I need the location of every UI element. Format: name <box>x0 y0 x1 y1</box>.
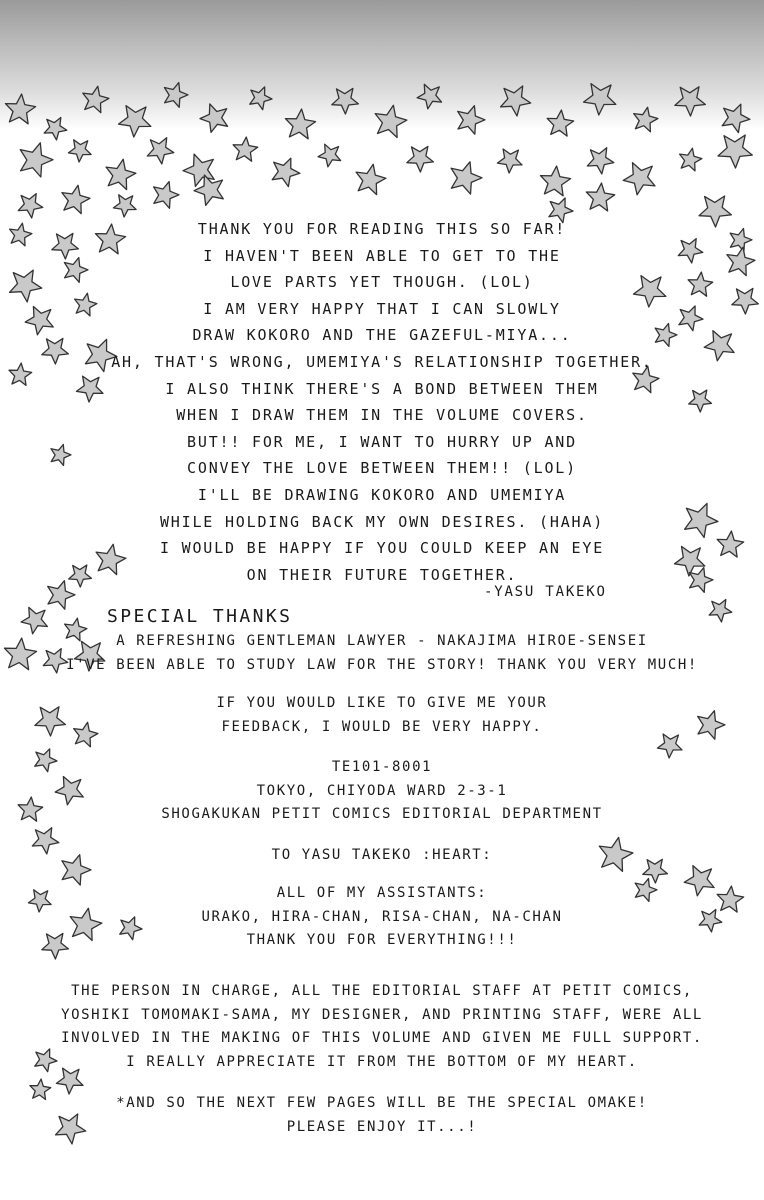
letter-line: LOVE PARTS YET THOUGH. (LOL) <box>230 273 534 292</box>
letter-line: THANK YOU FOR READING THIS SO FAR! <box>197 220 567 238</box>
star-icon <box>540 166 570 196</box>
staff-line: I REALLY APPRECIATE IT FROM THE BOTTOM OF MY HEART. <box>126 1053 638 1070</box>
star-icon <box>106 159 136 189</box>
star-icon <box>623 163 655 195</box>
staff-thanks-block <box>0 980 764 1074</box>
letter-body <box>0 216 764 588</box>
special-thanks-title: SPECIAL THANKS <box>107 606 293 627</box>
assistants-line: THANK YOU FOR EVERYTHING!!! <box>246 932 518 948</box>
star-icon <box>154 182 179 209</box>
closing-line: PLEASE ENJOY IT...! <box>286 1118 478 1135</box>
feedback-line: IF YOU WOULD LIKE TO GIVE ME YOUR <box>216 695 548 711</box>
address-line: TOKYO, CHIYODA WARD 2-3-1 <box>256 782 508 799</box>
star-icon <box>44 118 67 140</box>
star-icon <box>718 135 752 168</box>
address-line: SHOGAKUKAN PETIT COMICS EDITORIAL DEPARTMENT <box>161 806 603 822</box>
star-icon <box>318 144 341 167</box>
star-icon <box>250 87 272 110</box>
letter-line: DRAW KOKORO AND THE GAZEFUL-MIYA... <box>192 326 572 345</box>
star-icon <box>68 140 91 162</box>
star-icon <box>675 87 706 116</box>
star-icon <box>458 106 485 135</box>
star-icon <box>634 107 658 132</box>
letter-line: CONVEY THE LOVE BETWEEN THEM!! (LOL) <box>187 459 577 478</box>
letter-line: ON THEIR FUTURE TOGETHER. <box>246 565 518 584</box>
star-icon <box>584 84 616 115</box>
star-icon <box>547 110 574 136</box>
star-icon <box>200 104 228 132</box>
star-icon <box>375 105 407 137</box>
star-icon <box>501 86 531 116</box>
feedback-block <box>0 692 764 739</box>
signature: -YASU TAKEKO <box>484 584 607 600</box>
staff-line: INVOLVED IN THE MAKING OF THIS VOLUME AND GIVEN ME FULL SUPPORT. <box>61 1030 703 1046</box>
letter-line: WHILE HOLDING BACK MY OWN DESIRES. (HAHA) <box>159 512 605 531</box>
star-icon <box>113 195 136 217</box>
to-line: TO YASU TAKEKO :HEART: <box>271 847 493 863</box>
thanks-line: A REFRESHING GENTLEMAN LAWYER - NAKAJIMA HIROE-SENSEI <box>116 633 648 649</box>
staff-line: THE PERSON IN CHARGE, ALL THE EDITORIAL STAFF AT PETIT COMICS, <box>71 983 693 999</box>
letter-line: AH, THAT'S WRONG, UMEMIYA'S RELATIONSHIP TOGETHER. <box>111 352 653 371</box>
staff-line: YOSHIKI TOMOMAKI-SAMA, MY DESIGNER, AND PRINTING STAFF, WERE ALL <box>61 1006 703 1023</box>
assistants-block <box>0 882 764 953</box>
letter-line: I'LL BE DRAWING KOKORO AND UMEMIYA <box>197 485 567 504</box>
closing-block <box>0 1092 764 1139</box>
star-icon <box>417 84 441 109</box>
star-icon <box>83 86 109 112</box>
assistants-line: URAKO, HIRA-CHAN, RISA-CHAN, NA-CHAN <box>201 908 563 925</box>
star-icon <box>407 146 434 172</box>
star-icon <box>20 143 53 177</box>
closing-line: *AND SO THE NEXT FEW PAGES WILL BE THE SPECIAL OMAKE! <box>116 1095 648 1111</box>
star-icon <box>164 83 188 108</box>
star-icon <box>451 162 482 194</box>
star-icon <box>497 149 522 173</box>
letter-line: I WOULD BE HAPPY IF YOU COULD KEEP AN EYE <box>159 539 605 558</box>
star-icon <box>285 109 315 139</box>
star-icon <box>233 137 258 161</box>
special-thanks-body <box>0 630 764 677</box>
star-icon <box>5 94 35 124</box>
letter-line: BUT!! FOR ME, I WANT TO HURRY UP AND <box>187 432 577 451</box>
star-icon <box>586 183 614 211</box>
star-icon <box>356 164 386 194</box>
mailing-address <box>0 756 764 827</box>
star-icon <box>332 88 359 114</box>
letter-line: WHEN I DRAW THEM IN THE VOLUME COVERS. <box>176 406 588 425</box>
star-icon <box>709 600 732 622</box>
thanks-line: I'VE BEEN ABLE TO STUDY LAW FOR THE STORY! THANK YOU VERY MUCH! <box>66 656 698 673</box>
feedback-line: FEEDBACK, I WOULD BE VERY HAPPY. <box>221 718 543 735</box>
letter-line: I AM VERY HAPPY THAT I CAN SLOWLY <box>203 299 561 318</box>
star-icon <box>119 106 151 137</box>
star-icon <box>680 148 702 171</box>
address-line: TE101-8001 <box>331 759 433 775</box>
assistants-line: ALL OF MY ASSISTANTS: <box>276 885 488 901</box>
star-icon <box>147 138 174 164</box>
star-icon <box>62 185 90 213</box>
star-icon <box>272 158 300 186</box>
recipient-line <box>0 844 764 868</box>
star-icon <box>722 104 750 132</box>
star-icon <box>587 148 614 174</box>
letter-line: I ALSO THINK THERE'S A BOND BETWEEN THEM <box>165 379 599 398</box>
star-icon <box>18 194 43 218</box>
letter-line: I HAVEN'T BEEN ABLE TO GET TO THE <box>203 246 561 265</box>
